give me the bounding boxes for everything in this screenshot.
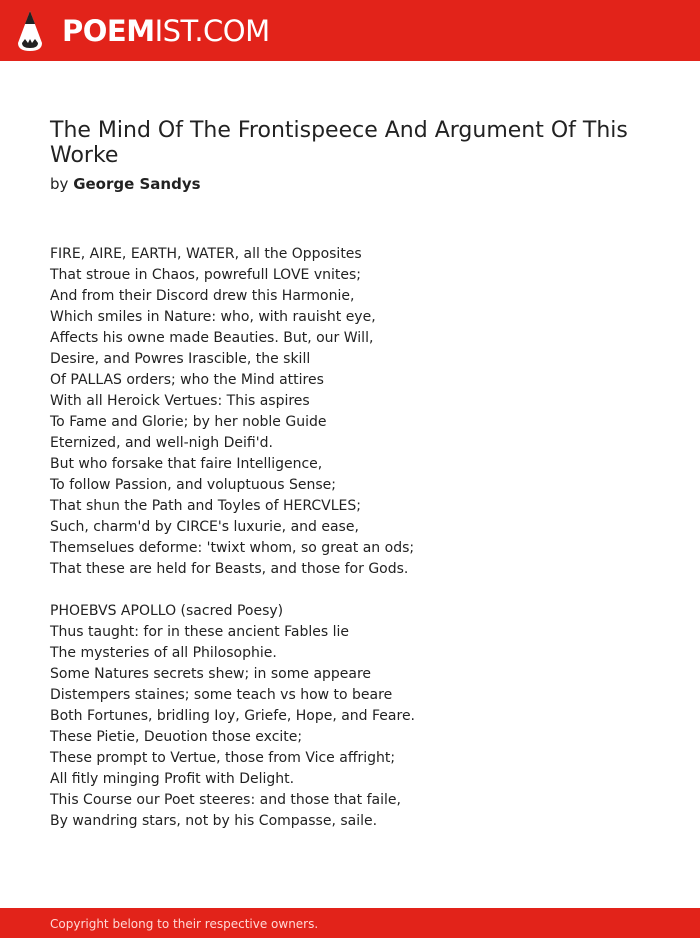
- poem-line: That stroue in Chaos, powrefull LOVE vnites;: [50, 267, 361, 283]
- poem-line: Distempers staines; some teach vs how to beare: [50, 687, 393, 703]
- poem-line: Desire, and Powres Irascible, the skill: [50, 351, 311, 367]
- poem-line: This Course our Poet steeres: and those that faile,: [50, 792, 401, 808]
- poem-line: FIRE, AIRE, EARTH, WATER, all the Opposites: [50, 246, 362, 262]
- poem-line: Both Fortunes, bridling Ioy, Griefe, Hope, and Feare.: [50, 708, 416, 724]
- poem-line: That these are held for Beasts, and those for Gods.: [50, 561, 409, 577]
- copyright-notice: Copyright belong to their respective owners.: [50, 917, 319, 931]
- logo-text-bold: POEM: [62, 14, 155, 48]
- poem-line: Affects his owne made Beauties. But, our Will,: [50, 330, 374, 346]
- poem-line: PHOEBVS APOLLO (sacred Poesy): [50, 603, 284, 619]
- poem-line: Thus taught: for in these ancient Fables lie: [50, 624, 349, 640]
- poem-line: And from their Discord drew this Harmonie,: [50, 288, 355, 304]
- poem-title: The Mind Of The Frontispeece And Argument Of This Worke: [50, 118, 628, 168]
- poem-line: Some Natures secrets shew; in some appeare: [50, 666, 372, 682]
- site-footer: [0, 908, 700, 938]
- byline: [50, 174, 201, 194]
- poem-body: [50, 244, 650, 853]
- poem-line: By wandring stars, not by his Compasse, saile.: [50, 813, 378, 829]
- author-name: George Sandys: [73, 175, 201, 193]
- site-header: [0, 0, 700, 61]
- poem-line: Eternized, and well-nigh Deifi'd.: [50, 435, 273, 451]
- site-logo[interactable]: [62, 11, 270, 51]
- stanza: [50, 601, 650, 832]
- poem-line: Such, charm'd by CIRCE's luxurie, and ease,: [50, 519, 359, 535]
- stanza: [50, 244, 650, 580]
- poem-line: These prompt to Vertue, those from Vice affright;: [50, 750, 396, 766]
- by-label: by: [50, 175, 69, 193]
- poem-line: All fitly minging Profit with Delight.: [50, 771, 295, 787]
- logo-text-light: IST.COM: [154, 14, 270, 48]
- poem-line: To Fame and Glorie; by her noble Guide: [50, 414, 327, 430]
- poem-line: To follow Passion, and voluptuous Sense;: [50, 477, 336, 493]
- poem-line: Which smiles in Nature: who, with rauisht eye,: [50, 309, 376, 325]
- poem-line: That shun the Path and Toyles of HERCVLES;: [50, 498, 361, 514]
- pencil-tip-icon[interactable]: [17, 10, 43, 52]
- poem-line: Of PALLAS orders; who the Mind attires: [50, 372, 324, 388]
- poem-line: With all Heroick Vertues: This aspires: [50, 393, 310, 409]
- poem-line: But who forsake that faire Intelligence,: [50, 456, 323, 472]
- poem-line: These Pietie, Deuotion those excite;: [50, 729, 303, 745]
- poem-line: The mysteries of all Philosophie.: [50, 645, 277, 661]
- poem-line: Themselues deforme: 'twixt whom, so great an ods;: [50, 540, 415, 556]
